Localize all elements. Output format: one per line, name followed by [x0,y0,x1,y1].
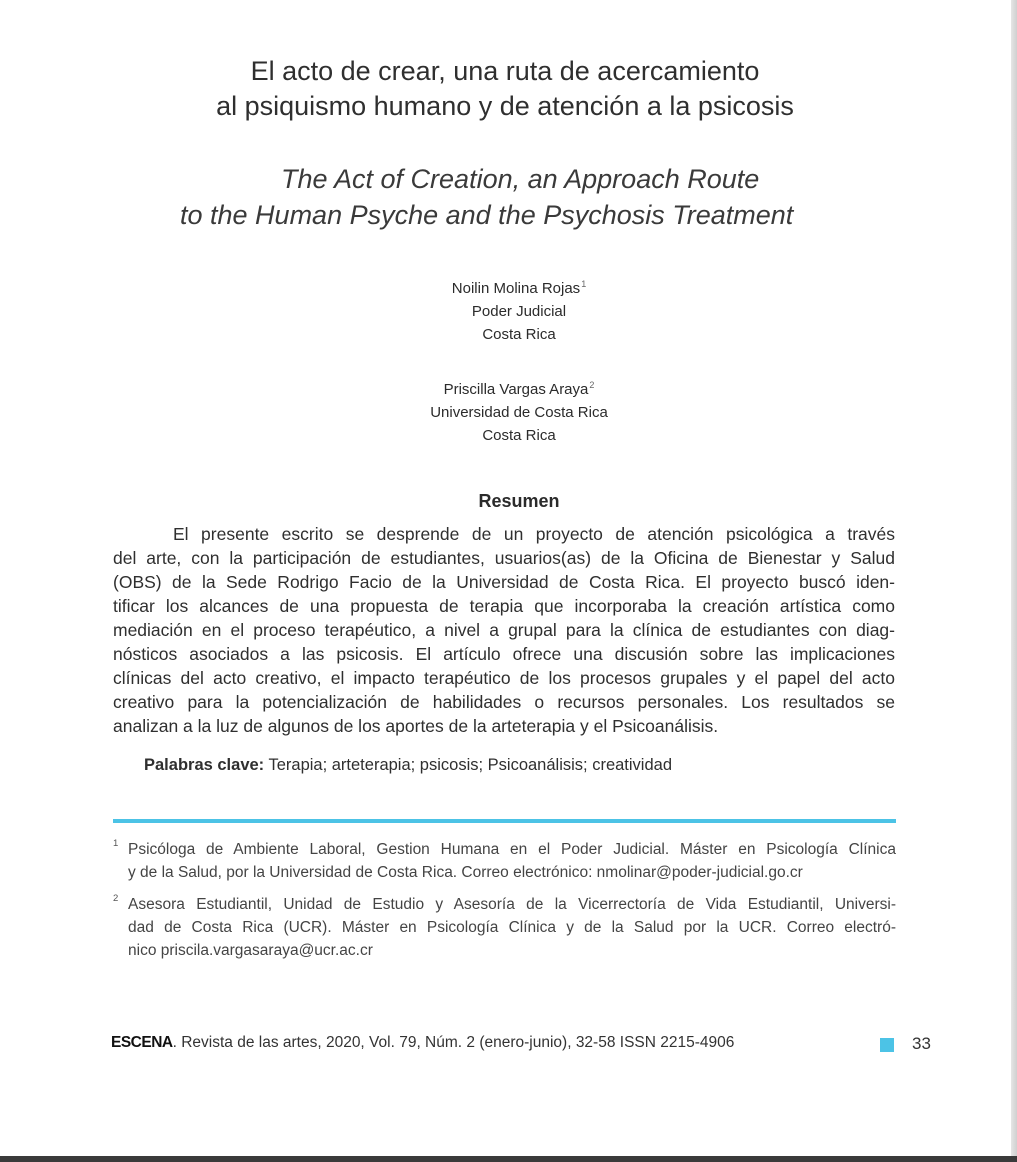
abstract-body [113,522,895,738]
abstract-line: nósticos asociados a las psicosis. El artículo ofrece una discusión sobre las implicaciones [113,644,895,664]
journal-name: ESCENA [111,1034,173,1051]
title-spanish-line-1: El acto de crear, una ruta de acercamiento [250,56,760,86]
footnote-line: dad de Costa Rica (UCR). Máster en Psicología Clínica y de la Salud por la UCR. Correo electró- [128,919,896,936]
page-footer [111,1034,734,1052]
author-2-country: Costa Rica [482,427,556,444]
author-1-country: Costa Rica [482,326,556,343]
journal-citation: . Revista de las artes, 2020, Vol. 79, Núm. 2 (enero-junio), 32-58 ISSN 2215-4906 [172,1034,735,1051]
author-2-name: Priscilla Vargas Araya [443,381,589,398]
abstract-line: analizan a la luz de algunos de los aportes de la arteterapia y el Psicoanálisis. [113,716,719,736]
footnote-1 [113,838,896,884]
keywords-text: Terapia; arteterapia; psicosis; Psicoanálisis; creatividad [268,756,672,774]
abstract-line: El presente escrito se desprende de un proyecto de atención psicológica a través [173,524,895,544]
page-marker-square [880,1038,894,1052]
abstract-line: del arte, con la participación de estudiantes, usuarios(as) de la Oficina de Bienestar y Salud [113,548,895,568]
footnote-2-mark: 2 [113,893,119,904]
keywords-label: Palabras clave: [144,756,265,774]
author-2-institution: Universidad de Costa Rica [430,404,608,421]
footnote-line: y de la Salud, por la Universidad de Costa Rica. Correo electrónico: nmolinar@poder-judicial.go.cr [128,864,803,881]
keywords [144,756,672,775]
footnote-line: Asesora Estudiantil, Unidad de Estudio y Asesoría de la Vicerrectoría de Vida Estudiantil, Universi- [128,896,896,913]
abstract-line: creativo para la potencialización de habilidades o recursos personales. Los resultados se [113,692,895,712]
author-2-footnote-ref[interactable]: 2 [589,380,595,390]
abstract-heading: Resumen [478,491,560,511]
author-1-name: Noilin Molina Rojas [451,280,581,297]
footnote-divider [113,819,896,823]
page-number: 33 [912,1034,931,1053]
footnote-line: Psicóloga de Ambiente Laboral, Gestion Humana en el Poder Judicial. Máster en Psicología Clínica [128,841,896,858]
title-spanish-line-2: al psiquismo humano y de atención a la psicosis [216,91,794,121]
title-english-line-1: The Act of Creation, an Approach Route [281,164,760,194]
page-edge-shadow [1011,0,1017,1162]
abstract-line: clínicas del acto creativo, el impacto terapéutico de los procesos grupales y el papel del acto [113,668,895,688]
abstract-line: tificar los alcances de una propuesta de terapia que incorporaba la creación artística como [113,596,895,616]
author-2-name-line [0,380,1017,400]
bottom-border [0,1156,1017,1162]
abstract-line: (OBS) de la Sede Rodrigo Facio de la Universidad de Costa Rica. El proyecto buscó iden- [113,572,895,592]
author-1-name-line [0,279,1017,299]
author-1-institution: Poder Judicial [471,303,567,320]
footnote-2 [113,893,896,962]
footnote-line: nico priscila.vargasaraya@ucr.ac.cr [128,942,373,959]
footnote-1-mark: 1 [113,838,119,849]
author-1-footnote-ref[interactable]: 1 [581,279,587,289]
abstract-line: mediación en el proceso terapéutico, a nivel a grupal para la clínica de estudiantes con diag- [113,620,895,640]
title-english-line-2: to the Human Psyche and the Psychosis Treatment [180,200,794,230]
